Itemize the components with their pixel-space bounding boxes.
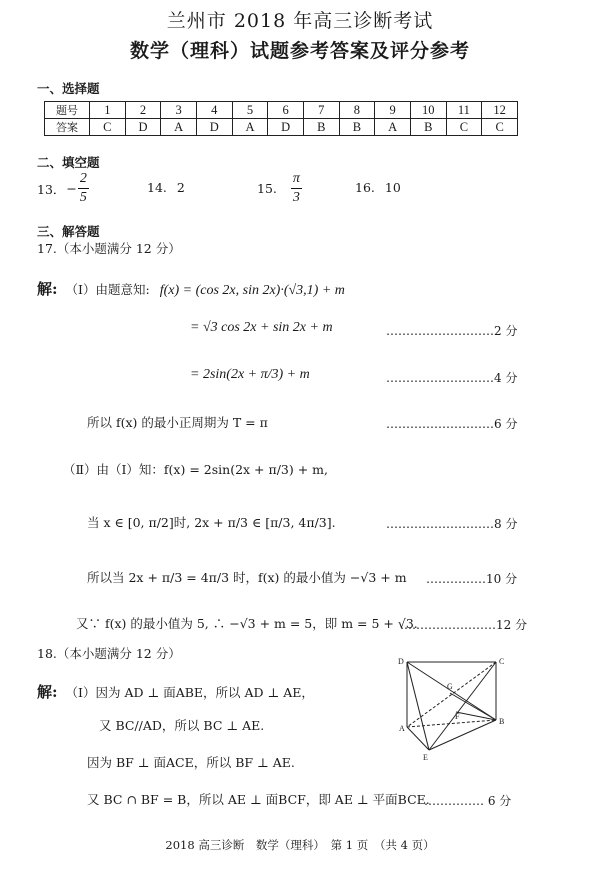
- question-number: 2: [125, 102, 161, 119]
- answer-cell: A: [232, 119, 268, 136]
- edge-ce: [429, 662, 496, 750]
- edge-db: [407, 662, 496, 720]
- answer-cell: B: [303, 119, 339, 136]
- solution-label: 解:: [37, 280, 58, 298]
- q13-numerator: 2: [78, 172, 89, 189]
- q17-part1-label: （Ⅰ）由题意知:: [65, 282, 150, 297]
- q17-line3-expr: = 2sin(2x + π/3) + m: [190, 367, 310, 382]
- q13-label: 13．: [37, 181, 66, 197]
- q14-label: 14.: [147, 180, 167, 195]
- q17-line2-expr: = √3 cos 2x + sin 2x + m: [190, 320, 333, 335]
- question-number: 1: [90, 102, 126, 119]
- q17-line7: 又∵ f(x) 的最小值为 5, ∴ −√3 + m = 5，即 m = 5 + √3.: [76, 616, 418, 631]
- q17-line6-marks: ……………10 分: [426, 572, 518, 586]
- q18-line1: （Ⅰ）因为 AD ⊥ 面ABE，所以 AD ⊥ AE，: [65, 685, 314, 700]
- answer-cell: C: [446, 119, 482, 136]
- question-number: 3: [161, 102, 197, 119]
- q18-line4: 又 BC ∩ BF = B，所以 AE ⊥ 面BCF，即 AE ⊥ 平面BCE.: [87, 792, 430, 807]
- q18-line3: 因为 BF ⊥ 面ACE，所以 BF ⊥ AE.: [87, 755, 295, 770]
- q17-header: 17.（本小题满分 12 分）: [37, 241, 181, 256]
- q17-line5: 当 x ∈ [0, π/2]时, 2x + π/3 ∈ [π/3, 4π/3].: [87, 515, 336, 530]
- q15-numerator: π: [291, 172, 302, 189]
- question-number: 8: [339, 102, 375, 119]
- label-f: F: [455, 712, 460, 721]
- q17-line7-marks: ……………………12 分: [400, 618, 528, 632]
- answer-cell: B: [339, 119, 375, 136]
- table-row-answers: [45, 119, 518, 136]
- q17-line3-marks: ………………………4 分: [386, 371, 518, 385]
- question-number: 10: [410, 102, 446, 119]
- q17-line4-marks: ………………………6 分: [386, 417, 518, 431]
- question-number: 7: [303, 102, 339, 119]
- geometry-figure: [393, 652, 513, 764]
- answer-cell: D: [268, 119, 304, 136]
- answer-13: [37, 172, 89, 205]
- solution-label: 解:: [37, 683, 58, 701]
- q16-value: 10: [384, 180, 401, 195]
- q17-line1-expr: f(x) = (cos 2x, sin 2x)·(√3,1) + m: [159, 283, 345, 298]
- section-solution-heading: 三、解答题: [37, 224, 100, 239]
- answer-cell: A: [375, 119, 411, 136]
- answer-14: [147, 180, 185, 195]
- answer-cell: C: [482, 119, 518, 136]
- label-c: C: [499, 657, 505, 666]
- question-number: 9: [375, 102, 411, 119]
- label-e: E: [423, 753, 428, 762]
- answer-cell: B: [410, 119, 446, 136]
- q17-line6: 所以当 2x + π/3 = 4π/3 时，f(x) 的最小值为 −√3 + m: [87, 570, 407, 585]
- answer-table: [44, 101, 518, 136]
- label-b: B: [499, 717, 505, 726]
- answer-15: [257, 172, 302, 205]
- q13-denominator: 5: [79, 190, 87, 205]
- answer-cell: A: [161, 119, 197, 136]
- question-number: 4: [196, 102, 232, 119]
- q15-denominator: 3: [292, 190, 300, 205]
- page-footer: 2018 高三诊断 数学（理科） 第 1 页 （共 4 页）: [165, 838, 435, 852]
- table-row-label: 答案: [45, 119, 90, 136]
- edge-de: [407, 662, 429, 750]
- q17-part1-intro: [37, 278, 345, 299]
- q16-label: 16.: [355, 180, 375, 195]
- q18-header: 18.（本小题满分 12 分）: [37, 646, 181, 661]
- q13-sign: −: [66, 181, 77, 196]
- answer-cell: C: [90, 119, 126, 136]
- question-number: 5: [232, 102, 268, 119]
- answer-16: [355, 180, 401, 195]
- question-number: 11: [446, 102, 482, 119]
- q15-fraction: [291, 172, 302, 205]
- q17-line4: 所以 f(x) 的最小正周期为 T = π: [87, 415, 268, 430]
- section-fill-heading: 二、填空题: [37, 155, 100, 170]
- label-a: A: [399, 724, 405, 733]
- question-number: 6: [268, 102, 304, 119]
- q13-fraction: [78, 172, 89, 205]
- q17-part2: （Ⅱ）由（Ⅰ）知：f(x) = 2sin(2x + π/3) + m,: [63, 462, 329, 477]
- table-row-label: 题号: [45, 102, 90, 119]
- q18-line4-marks: …………… 6 分: [424, 794, 512, 808]
- table-row-numbers: [45, 102, 518, 119]
- answer-cell: D: [196, 119, 232, 136]
- document-subtitle: 数学（理科）试题参考答案及评分参考: [129, 40, 470, 62]
- label-g: G: [447, 682, 453, 691]
- q17-line2-marks: ………………………2 分: [386, 324, 518, 338]
- answer-cell: D: [125, 119, 161, 136]
- q17-line5-marks: ………………………8 分: [386, 517, 518, 531]
- section-choice-heading: 一、选择题: [37, 81, 100, 96]
- q15-label: 15.: [257, 181, 277, 196]
- document-title: 兰州市 2018 年高三诊断考试: [166, 10, 434, 32]
- label-d: D: [398, 657, 404, 666]
- question-number: 12: [482, 102, 518, 119]
- q14-value: 2: [176, 180, 185, 195]
- q18-line1-row: [37, 681, 314, 702]
- q18-line2: 又 BC//AD，所以 BC ⊥ AE.: [99, 718, 265, 733]
